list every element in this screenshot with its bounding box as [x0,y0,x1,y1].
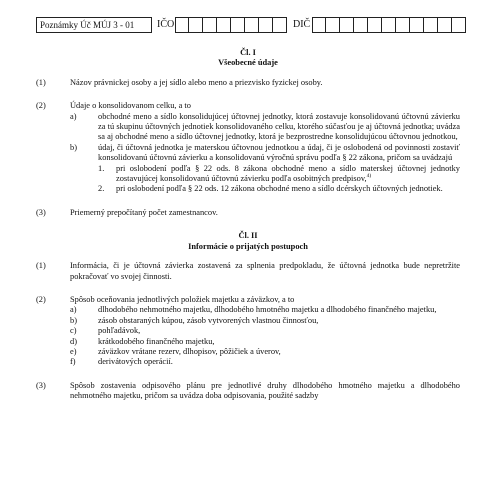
subitem-text: záväzkov vrátane rezerv, dlhopisov, pôžičiek a úverov, [98,346,281,356]
dic-cell[interactable] [368,17,382,33]
subitem-text: derivátových operácií. [98,357,173,367]
subitem-text: pohľadávok, [98,326,141,336]
subsubitem-text: pri oslobodení podľa § 22 ods. 8 zákona obchodné meno a sídlo materskej účtovnej jednotky zostavujúcej konsolidovanú účtovnú závierku podľa osobitných predpisov, [116,163,460,184]
dic-label: DIČ [293,19,311,30]
item-number: (1) [36,261,46,271]
dic-cell[interactable] [452,17,466,33]
item-text: Priemerný prepočítaný počet zamestnancov. [70,207,218,217]
subitem-letter: c) [70,326,77,336]
ico-cell[interactable] [259,17,273,33]
subitem-text: údaj, či účtovná jednotka je materskou účtovnou jednotkou a údaj, či je oslobodená od povinnosti zostaviť konsolidovanú účtovnú závierku a konsolidovanú výročnú správu podľa § 22 zákona, pričom sa uvádzajú [98,142,460,163]
item-text: Informácia, či je účtovná závierka zostavená za splnenia predpokladu, že účtovná jednotka bude nepretržite pokračovať vo svojej činnosti. [70,261,460,281]
subitem-e [70,347,460,357]
form-header [36,17,468,35]
subitem-letter: b) [70,142,77,152]
section-1-title: Všeobecné údaje [218,58,278,68]
subsubitem-number: 1. [98,163,105,173]
dic-cell[interactable] [354,17,368,33]
dic-input-cells[interactable] [312,17,466,33]
subitem-b [70,316,460,326]
dic-cell[interactable] [438,17,452,33]
subsubitem-text: pri oslobodení podľa § 22 ods. 12 zákona obchodné meno a sídlo dcérskych účtovných jednotiek. [116,184,443,194]
subitem-letter: d) [70,336,77,346]
subitem-letter: a) [70,305,77,315]
dic-cell[interactable] [424,17,438,33]
dic-cell[interactable] [340,17,354,33]
subitem-c [70,326,460,336]
ico-label: IČO [157,19,175,30]
document-body [36,48,460,402]
ico-cell[interactable] [189,17,203,33]
subitem-text: obchodné meno a sídlo konsolidujúcej účtovnej jednotky, ktorá zostavuje konsolidovanú účtovnú závierku za tú skupinu účtovných jednotiek konsolidovaného celku, ktorého súčasťou je aj účtovná jednotka; uvádza sa aj obchodné meno a sídlo účtovnej jednotky, ktorá je bezprostredne konsolidujúcou účtovnou jednotkou, [98,111,460,142]
subitem-letter: a) [70,111,77,121]
section-2-number: Čl. II [238,231,258,241]
dic-cell[interactable] [382,17,396,33]
subitem-b [70,143,460,195]
subitem-b-2 [98,184,460,194]
item-number: (3) [36,380,46,390]
item-text: Názov právnickej osoby a jej sídlo alebo meno a priezvisko fyzickej osoby. [70,77,323,87]
section-1-number: Čl. I [240,48,256,57]
subitem-letter: e) [70,346,77,356]
dic-cell[interactable] [326,17,340,33]
footnote-reference: 4) [366,173,372,180]
subitem-letter: b) [70,315,77,325]
subitem-b-1 [98,164,460,185]
subitem-f [70,357,460,367]
subitem-text: dlhodobého nehmotného majetku, dlhodobého hmotného majetku a dlhodobého finančného majetku, [98,305,437,315]
ico-cell[interactable] [203,17,217,33]
item-number: (2) [36,294,46,304]
item-number: (3) [36,207,46,217]
section-2-item-2 [36,295,460,368]
subitem-a [70,112,460,143]
subitem-letter: f) [70,357,76,367]
section-1-item-2 [36,101,460,195]
form-name: Poznámky Úč MÚJ 3 - 01 [40,20,135,30]
section-1-item-1 [36,78,460,88]
subitem-text: krátkodobého finančného majetku, [98,336,215,346]
dic-cell[interactable] [396,17,410,33]
ico-cell[interactable] [217,17,231,33]
item-text: Údaje o konsolidovanom celku, a to [70,101,191,111]
section-1-item-3 [36,208,460,218]
subsubitem-number: 2. [98,184,105,194]
form-name-box [36,17,152,33]
subitem-d [70,337,460,347]
item-text: Spôsob oceňovania jednotlivých položiek majetku a záväzkov, a to [70,294,295,304]
dic-cell[interactable] [312,17,326,33]
ico-cell[interactable] [175,17,189,33]
item-number: (2) [36,101,46,111]
section-2-title: Informácie o prijatých postupoch [188,241,308,251]
ico-cell[interactable] [245,17,259,33]
ico-cell[interactable] [231,17,245,33]
section-2-item-1 [36,261,460,282]
item-number: (1) [36,77,46,87]
section-2-item-3 [36,381,460,402]
ico-input-cells[interactable] [175,17,287,33]
subitem-text: zásob obstaraných kúpou, zásob vytvorených vlastnou činnosťou, [98,315,319,325]
dic-cell[interactable] [410,17,424,33]
subitem-a [70,305,460,315]
item-text: Spôsob zostavenia odpisového plánu pre jednotlivé druhy dlhodobého hmotného majetku a dlhodobého nehmotného majetku, pričom sa uvádza doba odpisovania, použité sadzby [70,380,460,401]
ico-cell[interactable] [273,17,287,33]
